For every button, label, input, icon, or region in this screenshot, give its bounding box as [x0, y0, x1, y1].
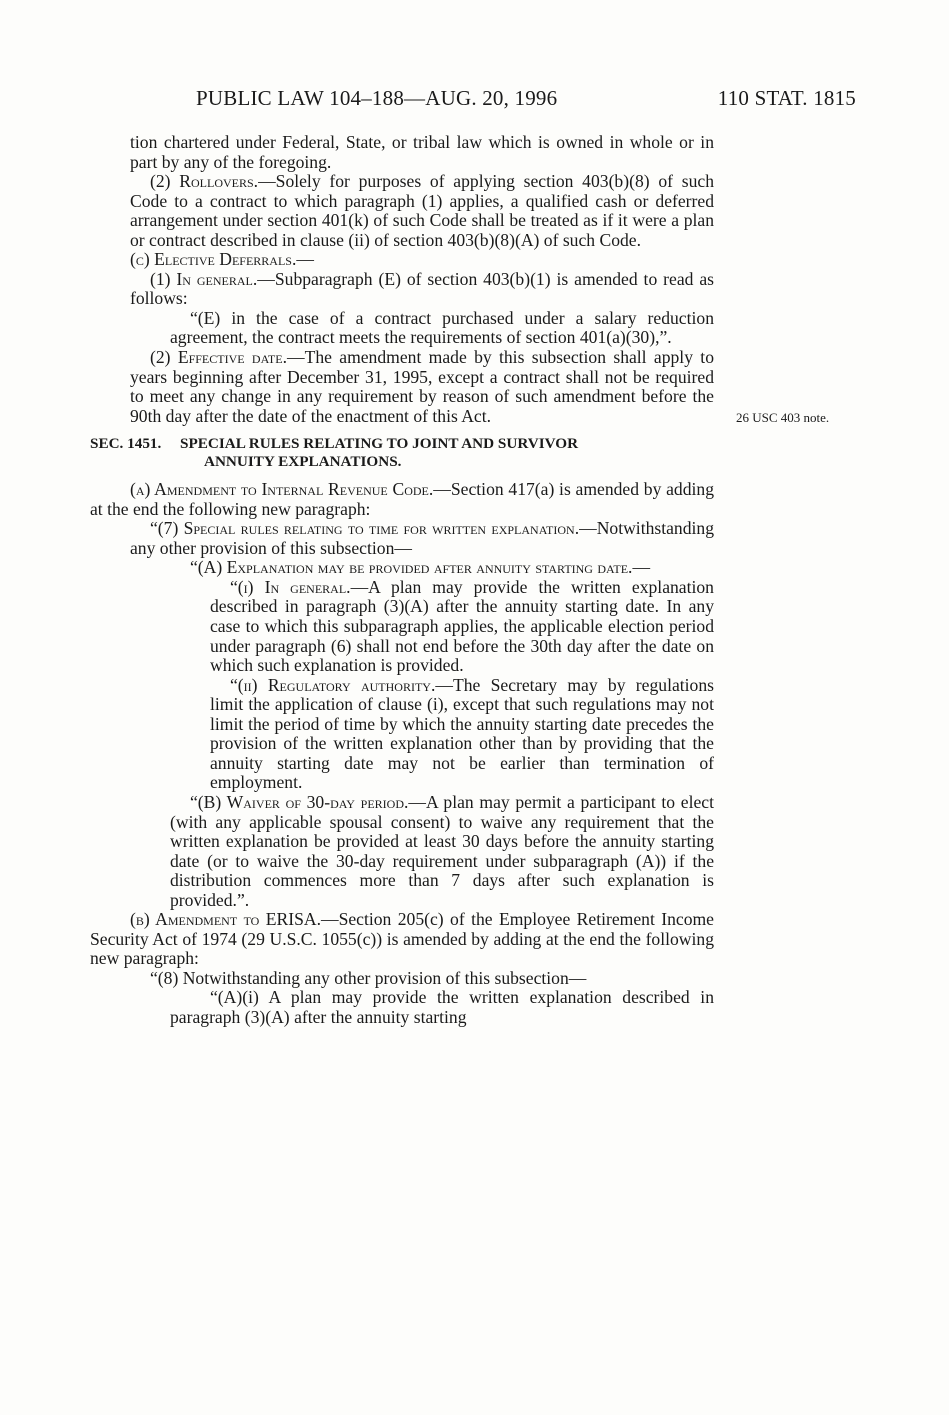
- quoted-paragraph-8: “(8) Notwithstanding any other provision of this subsection—: [150, 967, 587, 988]
- quoted-clause-i: “(i) In general.—A plan may provide the written explanation described in paragraph (3)(A) after the annuity starting date. In any case to which this subparagraph applies, the applicable election period under paragraph (6) shall not end before the 30th day after the date on which such explanation is provided.: [210, 576, 714, 676]
- quoted-clause-ii: “(ii) Regulatory authority.—The Secretary may by regulations limit the application of clause (i), except that such regulations may not limit the period of time by which the annuity starting date precedes the provision of the written explanation other than by providing that the annuity starting date may not be earlier than termination of employment.: [210, 674, 714, 793]
- paragraph: tion chartered under Federal, State, or tribal law which is owned in whole or in part by any of the foregoing.: [130, 132, 714, 172]
- paragraph-effective-date: (2) Effective date.—The amendment made by this subsection shall apply to years beginning after December 31, 1995, except a contract shall not be required to meet any change in any requirement by reason of such amendment before the 90th day after the date of the enactment of this Act.: [130, 347, 714, 426]
- paragraph-in-general: (1) In general.—Subparagraph (E) of section 403(b)(1) is amended to read as follows:: [130, 268, 714, 309]
- section-heading: SEC. 1451. SPECIAL RULES RELATING TO JOINT AND SURVIVOR ANNUITY EXPLANATIONS.: [90, 435, 579, 471]
- paragraph-amendment-irc: (a) Amendment to Internal Revenue Code.—Section 417(a) is amended by adding at the end the following new paragraph:: [90, 479, 714, 519]
- paragraph-amendment-erisa: (b) Amendment to ERISA.—Section 205(c) of the Employee Retirement Income Security Act of 1974 (29 U.S.C. 1055(c)) is amended by adding at the end the following new paragraph:: [90, 909, 714, 969]
- statute-page: 110 STAT. 1815: [717, 86, 856, 110]
- paragraph-rollovers: (2) Rollovers.—Solely for purposes of applying section 403(b)(8) of such Code to a contract to which paragraph (1) applies, a qualified cash or deferred arrangement under section 401(k) of such Code shall be treated as if it were a plan or contract described in clause (ii) of section 403(b)(8)(A) of such Code.: [130, 171, 714, 250]
- document-body: [90, 133, 714, 1028]
- quoted-subparagraph-a: “(A) Explanation may be provided after annuity starting date.—: [190, 557, 651, 578]
- quoted-subparagraph-8a: “(A)(i) A plan may provide the written explanation described in paragraph (3)(A) after the annuity starting: [170, 987, 714, 1027]
- law-citation: PUBLIC LAW 104–188—AUG. 20, 1996: [196, 86, 558, 110]
- quoted-subparagraph-b: “(B) Waiver of 30-day period.—A plan may permit a participant to elect (with any applicable spousal consent) to waive any requirement that the written explanation be provided at least 30 days before the annuity starting date (or to waive the 30-day requirement under subparagraph (A)) if the distribution commences more than 7 days after such explanation is provided.”.: [170, 791, 714, 910]
- quoted-subparagraph: “(E) in the case of a contract purchased under a salary reduction agreement, the contract meets the requirements of section 401(a)(30),”.: [170, 307, 714, 348]
- margin-note: 26 USC 403 note.: [736, 410, 830, 425]
- paragraph-elective-deferrals: (c) Elective Deferrals.—: [130, 249, 314, 270]
- quoted-paragraph-7: “(7) Special rules relating to time for written explanation.—Notwithstanding any other provision of this subsection—: [130, 518, 714, 558]
